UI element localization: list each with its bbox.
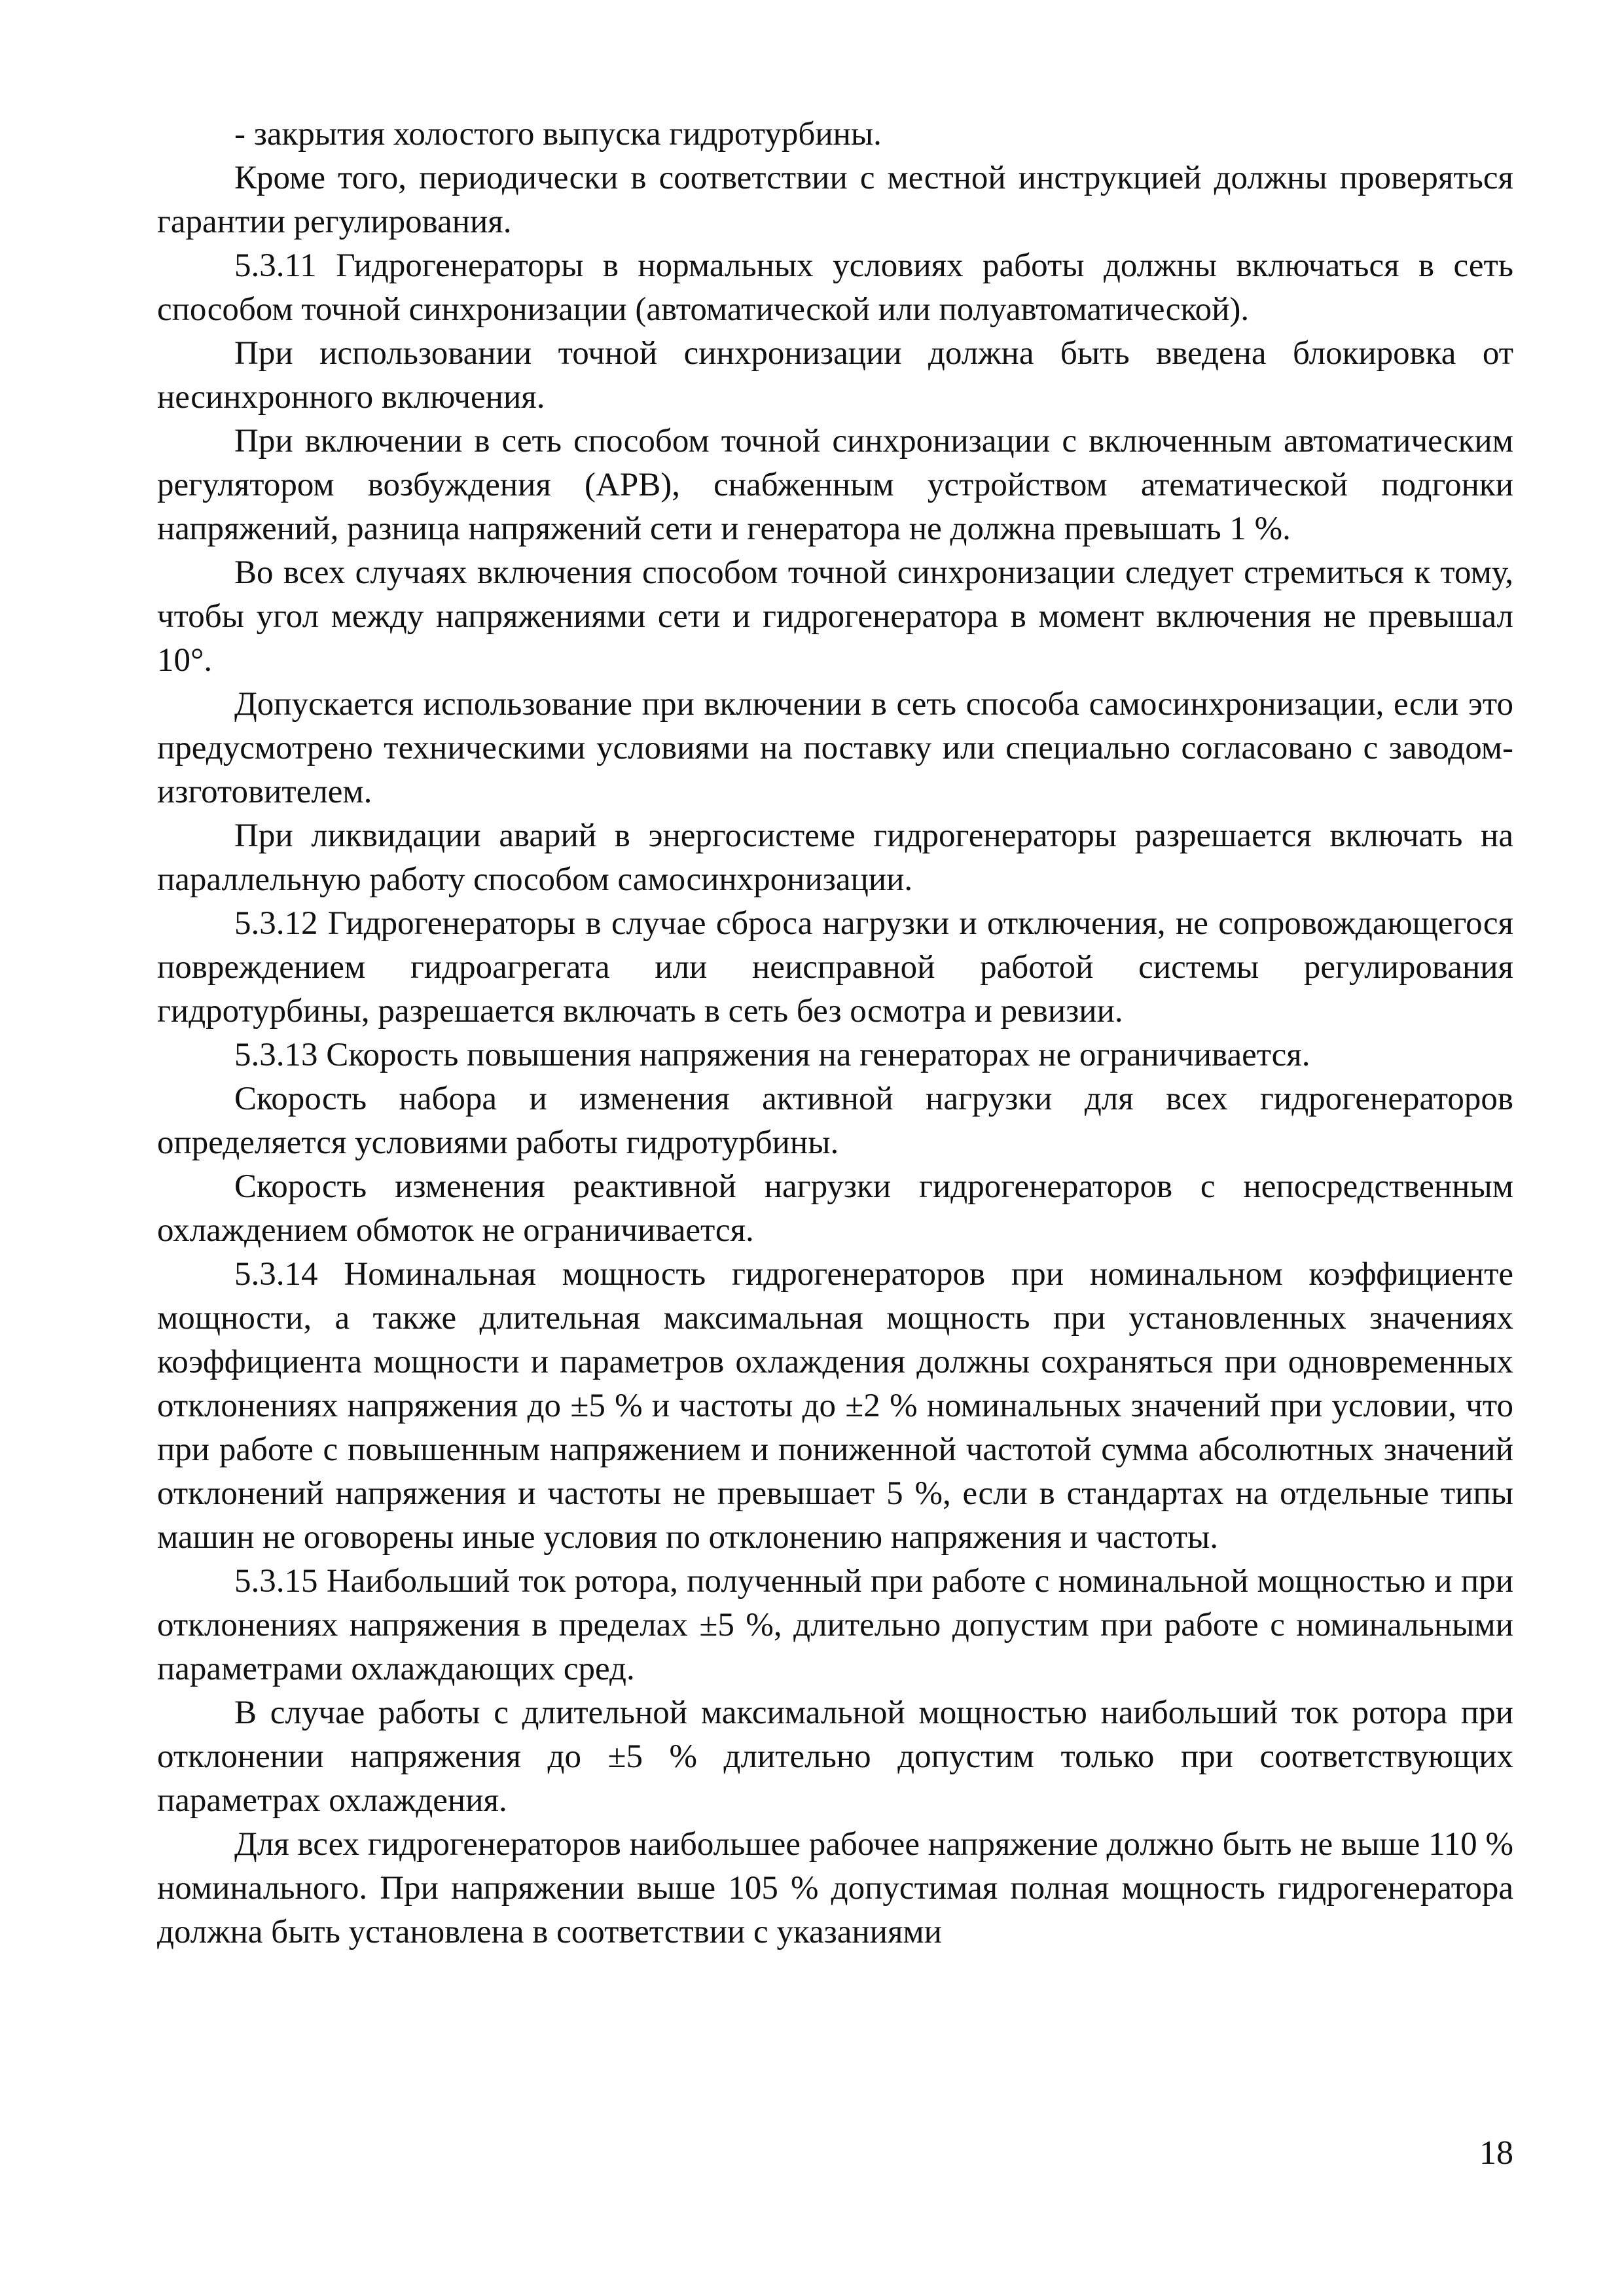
- paragraph-5-3-11: 5.3.11 Гидрогенераторы в нормальных условиях работы должны включаться в сеть способом точной синхронизации (автоматической или полуавтоматической).: [157, 247, 1513, 328]
- paragraph-blocking: При использовании точной синхронизации должна быть введена блокировка от несинхронного включения.: [157, 335, 1513, 416]
- paragraph-phase-angle: Во всех случаях включения способом точной синхронизации следует стремиться к тому, чтобы угол между напряжениями сети и гидрогенератора в момент включения не превышал 10°.: [157, 554, 1513, 679]
- paragraph-regulation-guarantees: Кроме того, периодически в соответствии с местной инструкцией должны проверяться гарантии регулирования.: [157, 160, 1513, 240]
- paragraph-5-3-15: 5.3.15 Наибольший ток ротора, полученный при работе с номинальной мощностью и при отклонениях напряжения в пределах ±5 %, длительно допустим при работе с номинальными параметрами охлаждающих сред.: [157, 1563, 1513, 1687]
- paragraph-self-synchronization: Допускается использование при включении в сеть способа самосинхронизации, если это предусмотрено техническими условиями на поставку или специально согласовано с заводом-изготовителем.: [157, 686, 1513, 810]
- document-body: [157, 113, 1513, 1954]
- paragraph-5-3-13: 5.3.13 Скорость повышения напряжения на генераторах не ограничивается.: [234, 1037, 1310, 1073]
- paragraph-arv-voltage-difference: При включении в сеть способом точной синхронизации с включенным автоматическим регулятором возбуждения (АРВ), снабженным устройством атематической подгонки напряжений, разница напряжений сети и генератора не должна превышать 1 %.: [157, 423, 1513, 547]
- page-number: 18: [1479, 2134, 1513, 2172]
- paragraph-emergency-liquidation: При ликвидации аварий в энергосистеме гидрогенераторы разрешается включать на параллельную работу способом самосинхронизации.: [157, 817, 1513, 898]
- paragraph-reactive-load-rate: Скорость изменения реактивной нагрузки гидрогенераторов с непосредственным охлаждением обмоток не ограничивается.: [157, 1168, 1513, 1249]
- paragraph-max-operating-voltage: Для всех гидрогенераторов наибольшее рабочее напряжение должно быть не выше 110 % номинального. При напряжении выше 105 % допустимая полная мощность гидрогенератора должна быть установлена в соответствии с указаниями: [157, 1826, 1513, 1950]
- paragraph-active-load-rate: Скорость набора и изменения активной нагрузки для всех гидрогенераторов определяется условиями работы гидротурбины.: [157, 1081, 1513, 1161]
- paragraph-5-3-12: 5.3.12 Гидрогенераторы в случае сброса нагрузки и отключения, не сопровождающегося повреждением гидроагрегата или неисправной работой системы регулирования гидротурбины, разрешается включать в сеть без осмотра и ревизии.: [157, 905, 1513, 1030]
- paragraph-list-item-idle-discharge: - закрытия холостого выпуска гидротурбины.: [234, 116, 882, 152]
- paragraph-5-3-14: 5.3.14 Номинальная мощность гидрогенераторов при номинальном коэффициенте мощности, а также длительная максимальная мощность при установленных значениях коэффициента мощности и параметров охлаждения должны сохраняться при одновременных отклонениях напряжения до ±5 % и частоты до ±2 % номинальных значений при условии, что при работе с повышенным напряжением и пониженной частотой сумма абсолютных значений отклонений напряжения и частоты не превышает 5 %, если в стандартах на отдельные типы машин не оговорены иные условия по отклонению напряжения и частоты.: [157, 1256, 1513, 1556]
- paragraph-max-power-rotor-current: В случае работы с длительной максимальной мощностью наибольший ток ротора при отклонении напряжения до ±5 % длительно допустим только при соответствующих параметрах охлаждения.: [157, 1695, 1513, 1819]
